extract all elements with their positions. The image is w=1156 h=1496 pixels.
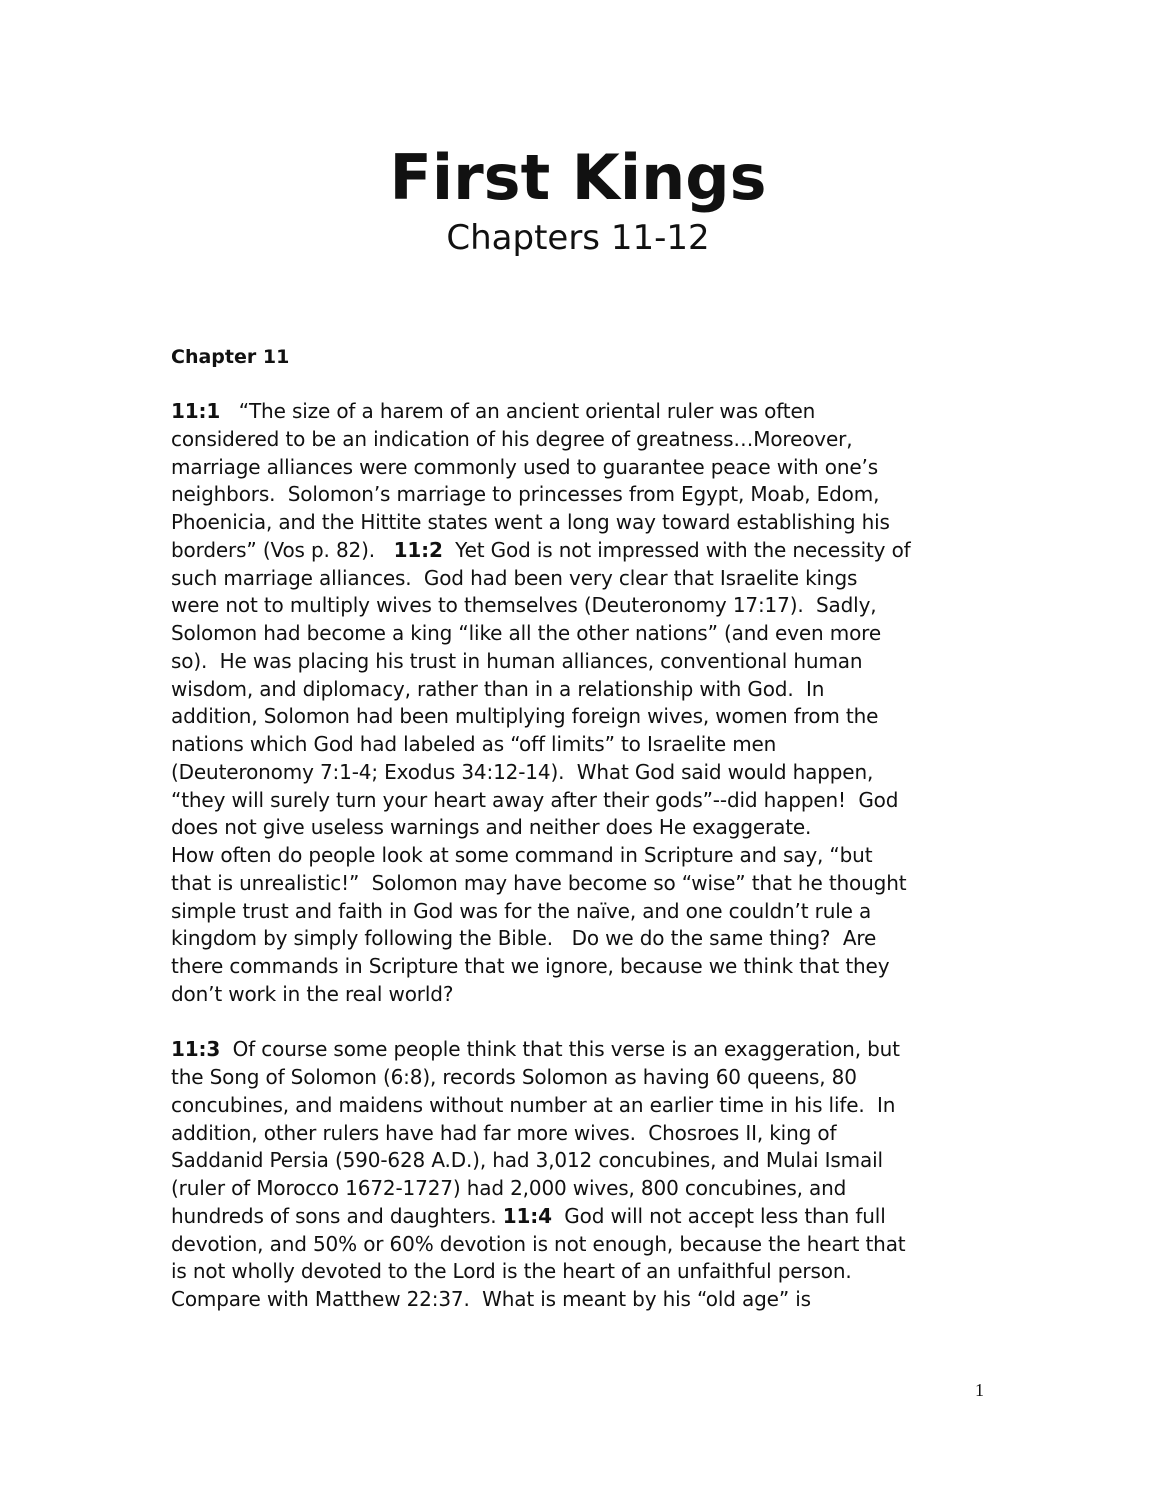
text-segment: Solomon had become a king “like all the other nations” (and even more	[171, 621, 881, 645]
text-line	[171, 676, 1051, 704]
text-segment: concubines, and maidens without number at an earlier time in his life. In	[171, 1092, 896, 1117]
text-segment: neighbors. Solomon’s marriage to princesses from Egypt, Moab, Edom,	[171, 482, 880, 507]
text-line	[171, 1036, 1051, 1064]
text-line	[171, 620, 1051, 648]
text-line	[171, 481, 1051, 509]
verse-reference: 11:4	[502, 1203, 552, 1228]
text-line	[171, 898, 1051, 926]
text-segment: kingdom by simply following the Bible. Do we do the same thing? Are	[171, 926, 877, 951]
text-segment: How often do people look at some command in Scripture and say, “but	[171, 843, 873, 867]
text-segment: that is unrealistic!” Solomon may have become so “wise” that he thought	[171, 870, 907, 895]
body-text	[171, 398, 1051, 1314]
text-segment: (ruler of Morocco 1672-1727) had 2,000 wives, 800 concubines, and	[171, 1176, 847, 1200]
text-segment: God will not accept less than full	[551, 1203, 886, 1228]
text-line	[171, 814, 1051, 842]
text-segment: there commands in Scripture that we ignore, because we think that they	[171, 954, 890, 978]
text-segment: addition, other rulers have had far more wives. Chosroes II, king of	[171, 1120, 837, 1145]
text-segment: addition, Solomon had been multiplying foreign wives, women from the	[171, 704, 879, 729]
text-segment: devotion, and 50% or 60% devotion is not enough, because the heart that	[171, 1231, 906, 1256]
text-segment: simple trust and faith in God was for the naïve, and one couldn’t rule a	[171, 898, 872, 923]
text-line	[171, 565, 1051, 593]
text-line	[171, 1147, 1051, 1175]
text-segment: so). He was placing his trust in human alliances, conventional human	[171, 648, 863, 673]
text-line	[171, 1258, 1051, 1286]
text-line	[171, 537, 1051, 565]
text-line	[171, 1120, 1051, 1148]
text-segment: marriage alliances were commonly used to guarantee peace with one’s	[171, 454, 879, 479]
text-segment: Compare with Matthew 22:37. What is meant by his “old age” is	[171, 1287, 811, 1311]
text-line	[171, 592, 1051, 620]
text-line	[171, 1064, 1051, 1092]
text-segment: does not give useless warnings and neither does He exaggerate.	[171, 815, 812, 840]
text-segment: Of course some people think that this verse is an exaggeration, but	[220, 1037, 900, 1062]
text-segment: hundreds of sons and daughters.	[171, 1203, 503, 1228]
text-segment: borders” (Vos p. 82).	[171, 537, 394, 562]
text-line	[171, 703, 1051, 731]
text-line	[171, 426, 1051, 454]
text-line	[171, 1092, 1051, 1120]
text-segment: Saddanid Persia (590-628 A.D.), had 3,012 concubines, and Mulai Ismail	[171, 1148, 883, 1173]
text-line	[171, 648, 1051, 676]
text-segment: nations which God had labeled as “off limits” to Israelite men	[171, 732, 777, 756]
text-line	[171, 787, 1051, 815]
text-line	[171, 981, 1051, 1009]
text-segment: the Song of Solomon (6:8), records Solomon as having 60 queens, 80	[171, 1065, 857, 1089]
text-line	[171, 731, 1051, 759]
text-segment: Yet God is not impressed with the necessity of	[442, 537, 911, 562]
text-segment: is not wholly devoted to the Lord is the heart of an unfaithful person.	[171, 1259, 852, 1284]
text-line	[171, 454, 1051, 482]
text-line	[171, 1231, 1051, 1259]
text-segment: wisdom, and diplomacy, rather than in a relationship with God. In	[171, 676, 825, 701]
verse-reference: 11:2	[393, 537, 443, 562]
text-segment: “they will surely turn your heart away after their gods”--did happen! God	[171, 787, 899, 812]
text-line	[171, 870, 1051, 898]
text-segment: don’t work in the real world?	[171, 981, 454, 1006]
text-line	[171, 953, 1051, 981]
paragraph-break	[171, 1009, 1051, 1037]
text-line	[171, 398, 1051, 426]
text-line	[171, 925, 1051, 953]
text-line	[171, 1286, 1051, 1314]
verse-reference: 11:3	[171, 1037, 221, 1062]
text-line	[171, 842, 1051, 870]
page-number: 1	[975, 1380, 984, 1400]
text-line	[171, 509, 1051, 537]
text-line	[171, 1175, 1051, 1203]
text-segment: (Deuteronomy 7:1-4; Exodus 34:12-14). What God said would happen,	[171, 759, 874, 784]
text-line	[171, 759, 1051, 787]
text-segment: Phoenicia, and the Hittite states went a long way toward establishing his	[171, 510, 890, 534]
text-line	[171, 1203, 1051, 1231]
text-segment: were not to multiply wives to themselves (Deuteronomy 17:17). Sadly,	[171, 593, 877, 618]
text-segment: considered to be an indication of his degree of greatness…Moreover,	[171, 426, 853, 451]
text-segment: such marriage alliances. God had been very clear that Israelite kings	[171, 565, 858, 590]
verse-reference: 11:1	[171, 399, 221, 423]
document-subtitle: Chapters 11-12	[446, 218, 710, 258]
chapter-heading: Chapter 11	[171, 346, 290, 368]
text-segment: “The size of a harem of an ancient oriental ruler was often	[220, 399, 816, 423]
document-title: First Kings	[389, 141, 767, 214]
